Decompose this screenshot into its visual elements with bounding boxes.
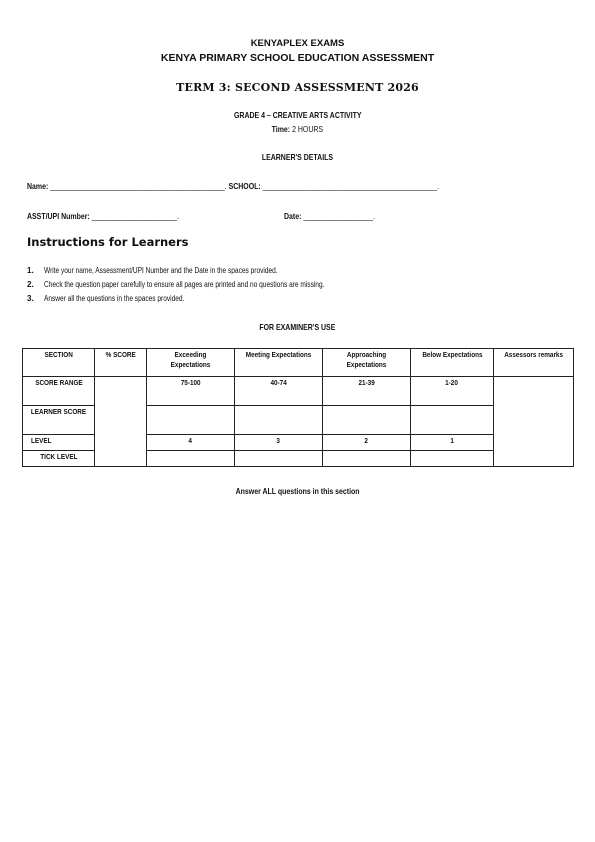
section-instruction-text: Answer ALL questions in this section — [235, 486, 360, 496]
instruction-number: 1. — [27, 266, 34, 275]
upi-label: ASST/UPI Number: — [27, 211, 90, 221]
date-label: Date: — [284, 211, 302, 221]
section-instruction — [0, 486, 595, 496]
table-cell: 4 — [147, 435, 235, 451]
table-cell[interactable] — [235, 451, 323, 467]
instruction-number: 3. — [27, 294, 34, 303]
term-title: TERM 3: SECOND ASSESSMENT 2026 — [176, 81, 419, 94]
instruction-number: 2. — [27, 280, 34, 289]
row-label: TICK LEVEL — [23, 451, 95, 467]
details-title-text: LEARNER'S DETAILS — [261, 152, 334, 162]
instruction-item — [27, 294, 215, 303]
school-label: SCHOOL: — [228, 181, 261, 191]
table-cell[interactable] — [147, 406, 235, 435]
remarks-cell[interactable] — [494, 377, 574, 467]
header-cell: Exceeding Expectations — [147, 349, 235, 377]
grade-title — [0, 110, 595, 120]
assessment-title: KENYA PRIMARY SCHOOL EDUCATION ASSESSMENT — [160, 52, 435, 64]
time-label: Time: — [271, 124, 291, 134]
table-cell[interactable] — [323, 451, 411, 467]
upi-date-row — [27, 211, 212, 221]
table-cell[interactable] — [235, 406, 323, 435]
examiner-title-text: FOR EXAMINER'S USE — [259, 322, 336, 332]
examiner-table — [22, 348, 574, 467]
score-cell[interactable] — [95, 377, 147, 467]
row-label: LEARNER SCORE — [23, 406, 95, 435]
instruction-item — [27, 266, 329, 275]
table-cell: 40-74 — [235, 377, 323, 406]
table-cell[interactable] — [411, 406, 494, 435]
time-value: 2 HOURS — [292, 124, 324, 134]
table-cell[interactable] — [411, 451, 494, 467]
table-cell: 1 — [411, 435, 494, 451]
name-label: Name: — [27, 181, 49, 191]
row-label: LEVEL — [23, 435, 95, 451]
org-title: KENYAPLEX EXAMS — [250, 38, 345, 49]
header-cell: Below Expectations — [411, 349, 494, 377]
school-field[interactable]: _____________________________________________. — [262, 181, 440, 191]
header-cell: Assessors remarks — [494, 349, 574, 377]
row-label: SCORE RANGE — [23, 377, 95, 406]
header-cell: % SCORE — [95, 349, 147, 377]
table-cell: 1-20 — [411, 377, 494, 406]
time-line — [0, 124, 595, 134]
table-cell: 3 — [235, 435, 323, 451]
name-school-row — [27, 181, 530, 191]
table-cell: 75-100 — [147, 377, 235, 406]
instruction-item — [27, 280, 386, 289]
table-cell: 21-39 — [323, 377, 411, 406]
table-row — [23, 377, 574, 406]
instruction-text: Check the question paper carefully to ensure all pages are printed and no questions are missing. — [44, 280, 325, 289]
examiner-title — [0, 322, 595, 332]
date-field[interactable]: __________________. — [303, 211, 376, 221]
instructions-title: Instructions for Learners — [27, 235, 189, 249]
header-cell: Meeting Expectations — [235, 349, 323, 377]
name-field[interactable]: _____________________________________________. — [50, 181, 227, 191]
table-cell[interactable] — [323, 406, 411, 435]
date-group — [284, 211, 395, 221]
table-cell: 2 — [323, 435, 411, 451]
instruction-text: Answer all the questions in the spaces provided. — [44, 294, 185, 303]
instruction-text: Write your name, Assessment/UPI Number and the Date in the spaces provided. — [44, 266, 278, 275]
upi-field[interactable]: ______________________. — [91, 211, 179, 221]
table-cell[interactable] — [147, 451, 235, 467]
header-cell: Approaching Expectations — [323, 349, 411, 377]
table-header-row — [23, 349, 574, 377]
header-cell: SECTION — [23, 349, 95, 377]
details-title — [0, 152, 595, 162]
grade-text: GRADE 4 – CREATIVE ARTS ACTIVITY — [233, 110, 362, 120]
